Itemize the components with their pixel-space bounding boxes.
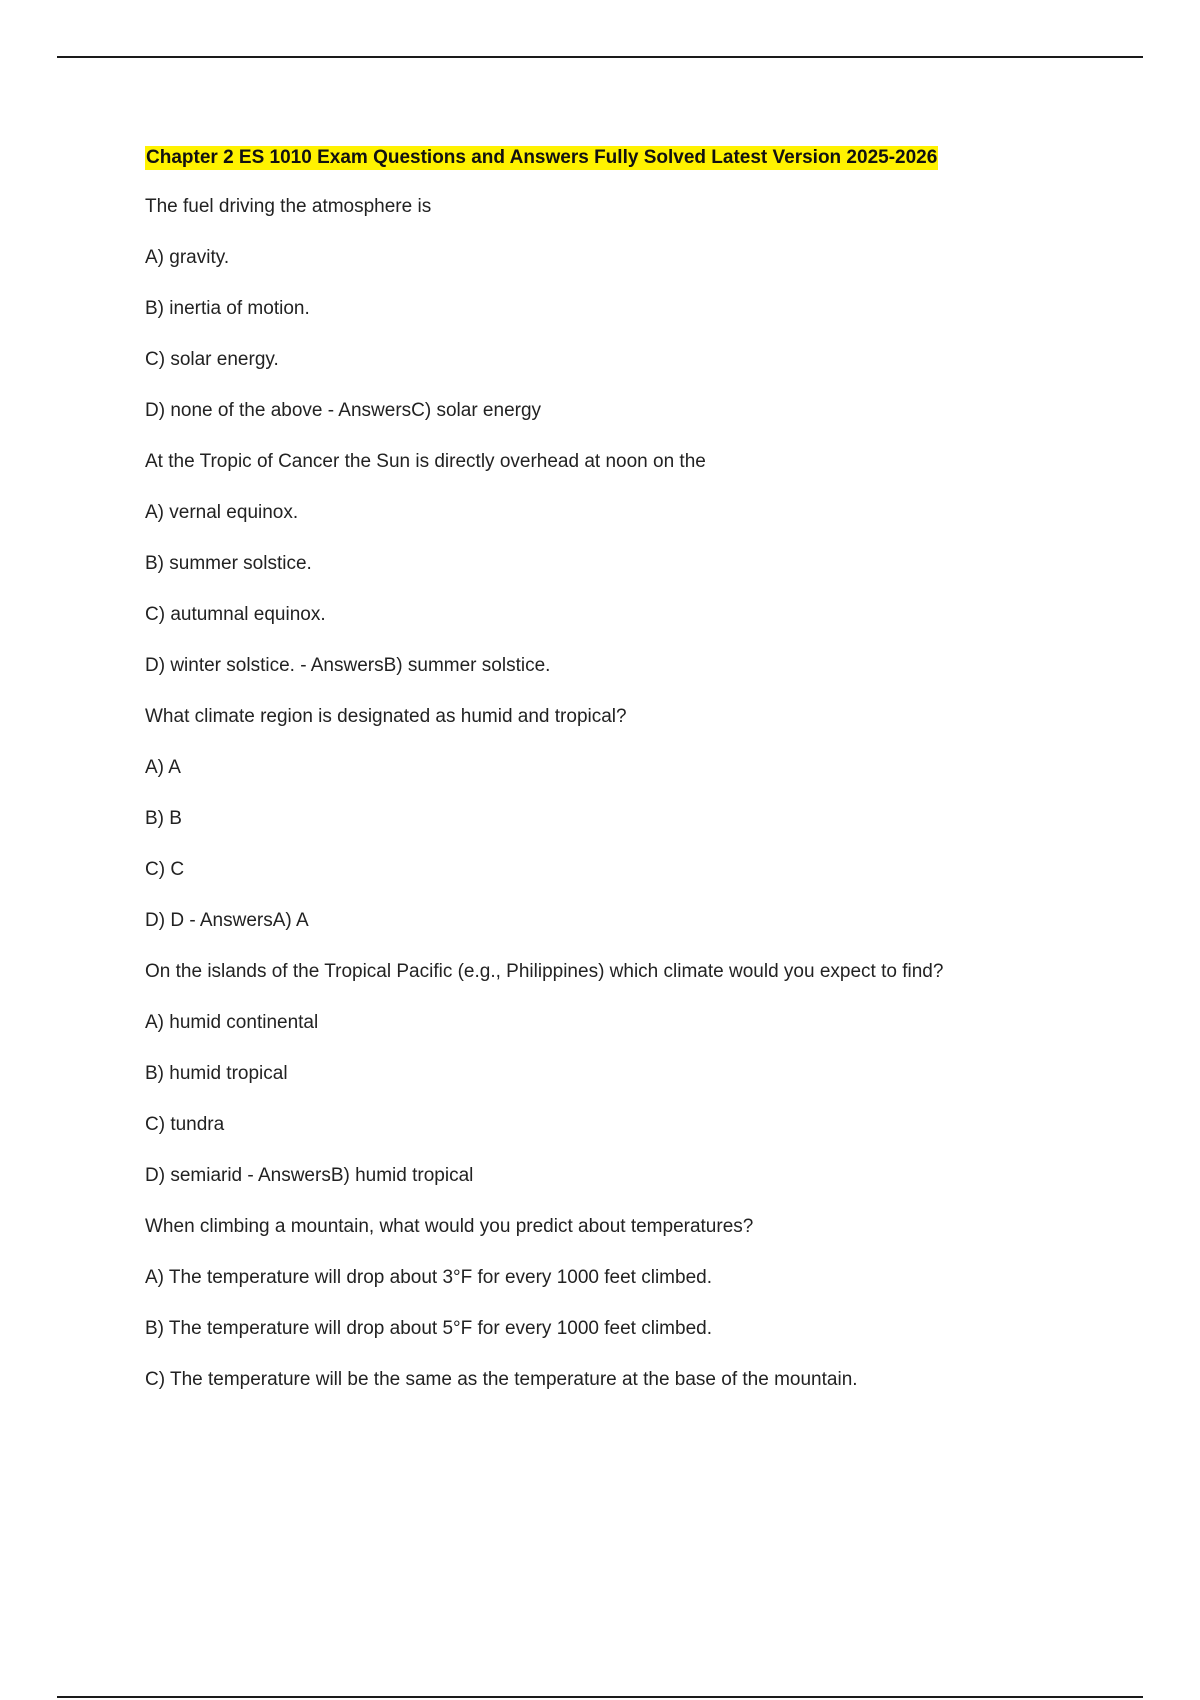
document-title: Chapter 2 ES 1010 Exam Questions and Answers Fully Solved Latest Version 2025-2026 [146, 147, 938, 168]
answer-option: A) humid continental [145, 1012, 319, 1033]
answer-option: C) solar energy. [145, 349, 279, 370]
answer-option: C) autumnal equinox. [145, 604, 326, 625]
answer-option: C) C [145, 859, 185, 880]
document-body [145, 146, 1105, 1392]
answer-option-with-answer: D) semiarid - AnswersB) humid tropical [145, 1165, 474, 1186]
question-text: The fuel driving the atmosphere is [145, 196, 432, 217]
question-text: When climbing a mountain, what would you predict about temperatures? [145, 1216, 754, 1237]
answer-option: B) inertia of motion. [145, 298, 310, 319]
question-text: What climate region is designated as humid and tropical? [145, 706, 627, 727]
answer-option-with-answer: D) D - AnswersA) A [145, 910, 309, 931]
answer-option: A) A [145, 757, 181, 778]
answer-option: B) B [145, 808, 182, 829]
question-text: At the Tropic of Cancer the Sun is directly overhead at noon on the [145, 451, 706, 472]
answer-option-with-answer: D) winter solstice. - AnswersB) summer solstice. [145, 655, 551, 676]
answer-option: A) gravity. [145, 247, 230, 268]
header-rule [57, 56, 1143, 58]
answer-option: A) vernal equinox. [145, 502, 299, 523]
footer-rule [57, 1696, 1143, 1698]
answer-option: A) The temperature will drop about 3°F for every 1000 feet climbed. [145, 1267, 712, 1288]
answer-option: C) The temperature will be the same as the temperature at the base of the mountain. [145, 1369, 858, 1390]
answer-option: B) humid tropical [145, 1063, 288, 1084]
answer-option: C) tundra [145, 1114, 225, 1135]
answer-option-with-answer: D) none of the above - AnswersC) solar energy [145, 400, 542, 421]
answer-option: B) The temperature will drop about 5°F for every 1000 feet climbed. [145, 1318, 712, 1339]
answer-option: B) summer solstice. [145, 553, 312, 574]
question-text: On the islands of the Tropical Pacific (e.g., Philippines) which climate would you expect to find? [145, 961, 944, 982]
